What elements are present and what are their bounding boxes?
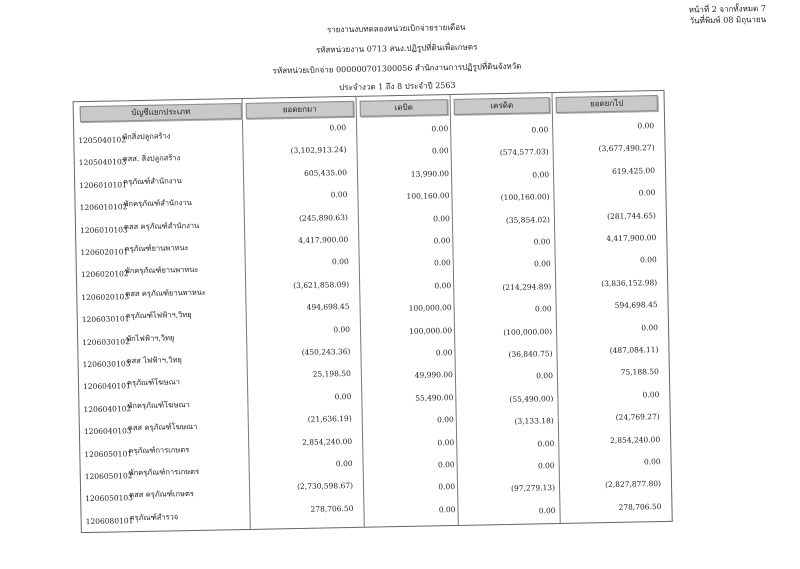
debit-value: 0.00 [431,124,449,134]
credit-value: (214,294.89) [502,281,552,292]
credit-value: (100,160.00) [500,192,550,203]
header-account: บัญชีแยกประเภท [80,103,242,122]
credit-value: (574,577.03) [499,147,549,158]
debit-value: 0.00 [436,415,454,425]
account-code: 1206030101 [81,314,130,325]
brought-forward-value: (245,890.63) [298,212,348,223]
account-name: คสส. สิ่งปลูกสร้าง [122,153,181,164]
brought-forward-value: 0.00 [329,123,347,133]
header-debit: เดบิต [360,99,448,117]
brought-forward-value: 0.00 [330,190,348,200]
account-name: ครุภัณฑ์ไฟฟ้าฯ,วิทยุ [125,310,192,321]
credit-value: 0.00 [537,461,555,471]
carried-forward-value: (3,677,490.27) [598,143,655,154]
carried-forward-value: 4,417,900.00 [606,233,657,244]
agency-code: รหัสหน่วยงาน 0713 สนง.ปฏิรูปที่ดินเพื่อเกษตร [315,42,478,55]
credit-value: 0.00 [537,438,555,448]
page-info [689,3,767,26]
account-name: คสส ไฟฟ้าฯ,วิทยุ [126,355,182,366]
carried-forward-value: 75,188.50 [620,367,659,378]
account-code: 1206010102 [79,202,128,213]
account-code: 1206030103 [82,359,131,370]
brought-forward-value: 605,435.00 [303,167,348,178]
debit-value: 0.00 [438,504,456,515]
header-credit: เครดิต [454,97,550,115]
debit-value: 49,990.00 [414,370,453,381]
carried-forward-value: (2,827,877.80) [605,479,662,490]
credit-value: 0.00 [531,125,549,135]
carried-forward-value: 0.00 [638,188,656,198]
brought-forward-value: 0.00 [331,257,349,267]
carried-forward-value: 619,425.00 [611,165,656,176]
account-code: 1206080101 [85,515,134,526]
debit-value: 0.00 [433,213,450,223]
account-code: 1206010103 [79,224,128,235]
debit-value: 0.00 [437,437,455,447]
account-code: 1206040103 [83,426,132,437]
carried-forward-value: 278,706.50 [618,501,662,512]
brought-forward-value: 4,417,900.00 [298,234,349,245]
carried-forward-value: (281,744.65) [606,210,656,221]
credit-value: 0.00 [533,237,551,247]
header-carried-forward: ยอดยกไป [556,95,658,113]
page-number: หน้าที่ 2 จากทั้งหมด 7 [688,3,767,15]
account-name: ครุภัณฑ์โฆษณา [126,377,180,388]
carried-forward-value: 0.00 [642,389,660,400]
account-name: ครุภัณฑ์การเกษตร [128,444,190,455]
account-code: 1206020101 [80,247,129,258]
account-code: 1206020103 [81,292,130,302]
debit-value: 55,490.00 [415,392,454,403]
account-code: 1206050101 [84,448,133,459]
account-code: 1206040101 [82,381,131,392]
account-name: คสส ครุภัณฑ์ยานพาหนะ [125,287,207,299]
account-name: พักไฟฟ้าฯ,วิทยุ [126,332,175,343]
account-name: คสส ครุภัณฑ์เกษตร [129,489,194,500]
period-line: ประจำงวด 1 ถึง 8 ประจำปี 2563 [339,80,456,93]
account-name: คสส ครุภัณฑ์โฆษณา [127,422,198,433]
trial-balance-table [73,90,673,533]
brought-forward-value: 0.00 [334,391,352,402]
account-name: พักครุภัณฑ์สำนักงาน [123,198,192,209]
debit-value: 100,000.00 [408,303,452,314]
debit-value: 0.00 [433,236,451,246]
brought-forward-value: 494,698.45 [306,302,350,312]
credit-value: (100,000.00) [503,326,553,337]
credit-value: (36,840.75) [508,349,553,359]
debit-value: 0.00 [438,482,456,492]
credit-value: 0.00 [534,259,551,269]
account-code: 1206030102 [82,336,130,347]
account-code: 1205040103 [78,157,127,168]
carried-forward-value: (24,769.27) [615,412,660,423]
brought-forward-value: (21,636.19) [307,414,352,424]
credit-value: (97,279.13) [510,483,556,494]
account-name: พักสิ่งปลูกสร้าง [122,131,171,142]
account-code: 1206020102 [80,269,129,280]
account-code: 1206050103 [85,493,134,504]
account-name: ครุภัณฑ์สำนักงาน [123,175,182,187]
carried-forward-value: 0.00 [637,121,655,131]
account-name: พักครุภัณฑ์ยานพาหนะ [124,265,199,276]
brought-forward-value: (450,243.36) [301,346,351,357]
credit-value: 0.00 [538,505,556,516]
account-code: 1205040102 [78,135,127,146]
carried-forward-value: 0.00 [639,255,657,265]
brought-forward-value: 0.00 [333,324,351,334]
disbursing-unit-code: รหัสหน่วยเบิกจ่าย 000000701300056 สำนักงานการปฏิรูปที่ดินจังหวัด [272,61,522,76]
brought-forward-value: (3,102,913.24) [290,145,347,156]
brought-forward-value: 278,706.50 [310,503,354,514]
carried-forward-value: 2,854,240.00 [609,434,661,445]
debit-value: 100,000.00 [409,325,453,336]
brought-forward-value: 2,854,240.00 [301,436,353,447]
account-name: พักครุภัณฑ์การเกษตร [128,466,200,478]
credit-value: (55,490.00) [509,393,554,404]
debit-value: 0.00 [437,459,455,470]
debit-value: 100,160.00 [406,191,450,202]
account-name: ครุภัณฑ์ยานพาหนะ [124,243,189,254]
account-code: 1206040102 [83,403,132,414]
carried-forward-value: 0.00 [641,322,659,332]
account-name: พักครุภัณฑ์โฆษณา [127,399,190,411]
carried-forward-value: (3,836,152.98) [601,277,658,288]
debit-value: 0.00 [431,146,449,156]
brought-forward-value: (2,730,598.67) [296,481,354,492]
brought-forward-value: 0.00 [335,458,353,469]
debit-value: 0.00 [435,348,453,358]
debit-value: 13,990.00 [410,168,450,179]
brought-forward-value: 25,198.50 [312,369,351,380]
account-name: คสส ครุภัณฑ์สำนักงาน [123,220,200,231]
credit-value: (3,133.18) [514,416,554,427]
debit-value: 0.00 [433,258,451,268]
carried-forward-value: 594,698.45 [614,300,658,311]
carried-forward-value: 0.00 [643,457,661,467]
credit-value: 0.00 [536,371,554,381]
debit-value: 0.00 [434,280,452,291]
credit-value: (35,854.02) [505,214,551,225]
account-code: 1206050102 [84,471,133,482]
credit-value: 0.00 [532,169,550,180]
account-name: ครุภัณฑ์สำรวจ [129,512,179,523]
report-title: รายงานงบทดลองหน่วยเบิกจ่ายรายเดือน [326,22,466,35]
brought-forward-value: (3,621,858.09) [293,279,350,290]
carried-forward-value: (487,084.11) [609,345,659,355]
credit-value: 0.00 [534,304,552,314]
header-brought-forward: ยอดยกมา [246,101,354,119]
print-date: วันที่พิมพ์ 08 มิถุนายน [689,14,767,26]
account-code: 1206010101 [79,180,127,190]
